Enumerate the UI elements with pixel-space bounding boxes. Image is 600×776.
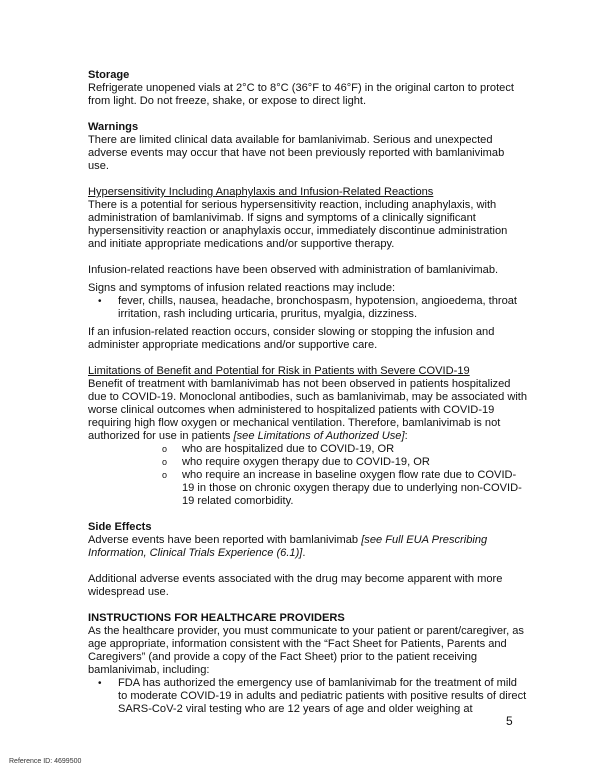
infusion-observed-text: Infusion-related reactions have been observed with administration of bamlanivimab. bbox=[88, 264, 499, 276]
limitations-section bbox=[88, 365, 528, 508]
side-effects-additional: Additional adverse events associated with the drug may become apparent with more widespread use. bbox=[88, 573, 503, 598]
warnings-heading: Warnings bbox=[88, 121, 139, 133]
storage-section bbox=[88, 69, 528, 108]
document-page-body bbox=[88, 69, 528, 716]
list-item bbox=[98, 295, 528, 321]
side-effects-end: . bbox=[302, 547, 306, 559]
hypersensitivity-subheading: Hypersensitivity Including Anaphylaxis and Infusion-Related Reactions bbox=[88, 186, 434, 198]
bullet-icon: • bbox=[98, 296, 102, 307]
limitations-end: : bbox=[404, 430, 408, 442]
list-item bbox=[162, 443, 528, 456]
circle-bullet-icon: o bbox=[162, 457, 168, 467]
limitations-criteria-list bbox=[88, 443, 528, 508]
list-item-text: who require oxygen therapy due to COVID-19, OR bbox=[182, 456, 430, 468]
limitations-reference: [see Limitations of Authorized Use] bbox=[233, 430, 405, 442]
list-item-text: fever, chills, nausea, headache, bronchospasm, hypotension, angioedema, throat irritation, rash including urticaria, pruritus, myalgia, dizziness. bbox=[118, 295, 518, 320]
side-effects-body: Adverse events have been reported with bamlanivimab bbox=[88, 534, 362, 546]
warnings-section bbox=[88, 121, 528, 173]
list-item-text: who require an increase in baseline oxygen flow rate due to COVID-19 in those on chronic oxygen therapy due to underlying non-COVID-19 related comorbidity. bbox=[182, 469, 522, 507]
instructions-heading: INSTRUCTIONS FOR HEALTHCARE PROVIDERS bbox=[88, 612, 345, 624]
storage-text: Refrigerate unopened vials at 2°C to 8°C (36°F to 46°F) in the original carton to protect from light. Do not freeze, shake, or expose to direct light. bbox=[88, 82, 514, 107]
list-item-text: who are hospitalized due to COVID-19, OR bbox=[182, 443, 395, 455]
list-item bbox=[162, 456, 528, 469]
side-effects-heading: Side Effects bbox=[88, 521, 152, 533]
circle-bullet-icon: o bbox=[162, 470, 168, 480]
limitations-body: Benefit of treatment with bamlanivimab has not been observed in patients hospitalized due to COVID-19. Monoclonal antibodies, such as bamlanivimab, may be associated with worse clinical outcomes when administered to hospitalized patients with COVID-19 requiring high flow oxygen or mechanical ventilation. Therefore, bamlanivimab is not authorized for use in patients bbox=[88, 378, 528, 442]
reference-id: Reference ID: 4699500 bbox=[9, 758, 82, 765]
bullet-icon: • bbox=[98, 678, 102, 689]
list-item bbox=[98, 677, 528, 716]
limitations-subheading: Limitations of Benefit and Potential for Risk in Patients with Severe COVID-19 bbox=[88, 365, 470, 377]
hypersensitivity-text: There is a potential for serious hypersensitivity reaction, including anaphylaxis, with administration of bamlanivimab. If signs and symptoms of a clinically significant hypersensitivity reaction or anaphylaxis occur, immediately discontinue administration and initiate appropriate medications and/or supportive therapy. bbox=[88, 199, 508, 250]
instructions-section bbox=[88, 612, 528, 716]
side-effects-reference: [see Full EUA Prescribing Information, Clinical Trials Experience (6.1)] bbox=[88, 534, 488, 559]
warnings-text: There are limited clinical data available for bamlanivimab. Serious and unexpected adverse events may occur that have not been previously reported with bamlanivimab use. bbox=[88, 134, 505, 172]
circle-bullet-icon: o bbox=[162, 444, 168, 454]
infusion-action-text: If an infusion-related reaction occurs, consider slowing or stopping the infusion and administer appropriate medications and/or supportive care. bbox=[88, 326, 495, 351]
signs-bullet-list bbox=[88, 295, 528, 321]
hypersensitivity-section bbox=[88, 186, 528, 352]
signs-intro-text: Signs and symptoms of infusion related reactions may include: bbox=[88, 282, 396, 294]
limitations-text bbox=[88, 378, 528, 443]
list-item-text: FDA has authorized the emergency use of bamlanivimab for the treatment of mild to moderate COVID-19 in adults and pediatric patients with positive results of direct SARS-CoV-2 viral testing who are 12 years of age and older weighing at bbox=[118, 677, 527, 715]
instructions-bullet-list bbox=[88, 677, 528, 716]
instructions-text: As the healthcare provider, you must communicate to your patient or parent/caregiver, as age appropriate, information consistent with the “Fact Sheet for Patients, Parents and Caregivers” (and provide a copy of the Fact Sheet) prior to the patient receiving bamlanivimab, including: bbox=[88, 625, 524, 676]
page-number: 5 bbox=[506, 714, 513, 728]
storage-heading: Storage bbox=[88, 69, 130, 81]
list-item bbox=[162, 469, 528, 508]
side-effects-text bbox=[88, 534, 528, 560]
side-effects-section bbox=[88, 521, 528, 599]
